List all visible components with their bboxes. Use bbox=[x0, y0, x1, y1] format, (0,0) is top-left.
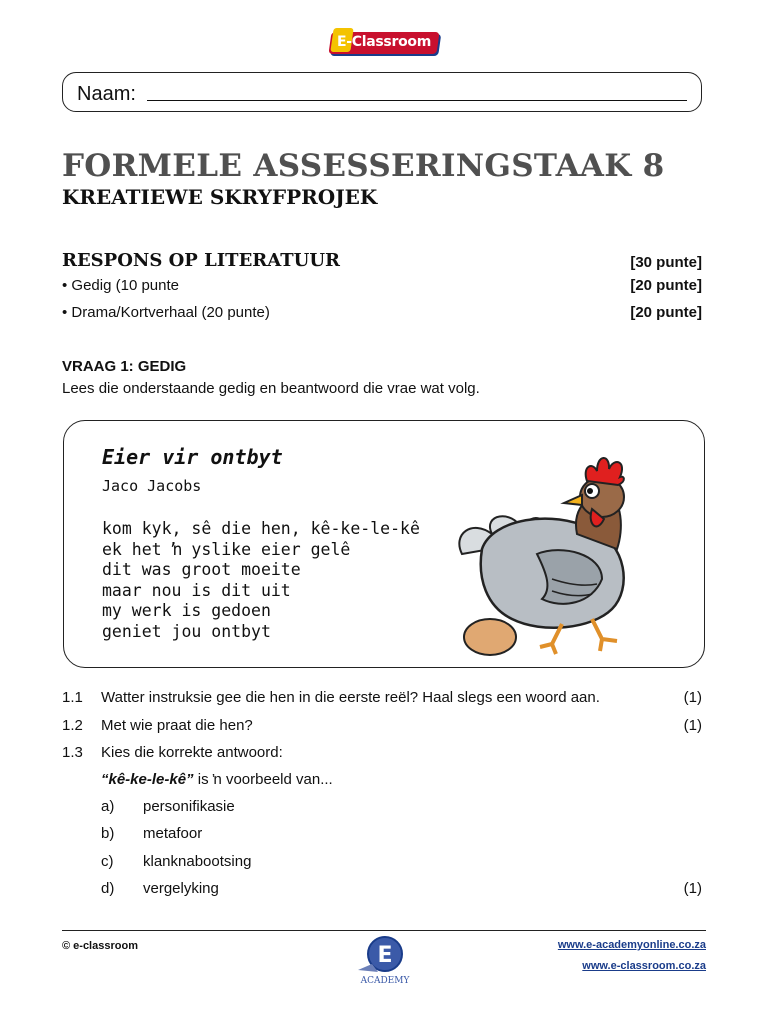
question-row bbox=[62, 689, 702, 711]
footer-divider bbox=[62, 930, 706, 931]
poem-line: dit was groot moeite bbox=[102, 560, 301, 579]
option-letter: b) bbox=[101, 825, 115, 842]
poem-line: my werk is gedoen bbox=[102, 601, 271, 620]
page-subtitle: KREATIEWE SKRYFPROJEK bbox=[62, 185, 378, 209]
bullet-marks: [20 punte] bbox=[630, 304, 702, 321]
name-input-line[interactable] bbox=[147, 100, 687, 101]
hen-illustration bbox=[452, 439, 652, 659]
poem-box bbox=[63, 420, 705, 668]
option-text: klanknabootsing bbox=[143, 853, 252, 870]
e-classroom-logo bbox=[330, 30, 438, 56]
question-marks: (1) bbox=[683, 717, 702, 734]
name-label: Naam: bbox=[77, 83, 136, 105]
poem-author: Jaco Jacobs bbox=[102, 477, 202, 495]
svg-text:E: E bbox=[377, 943, 393, 968]
question-marks: (1) bbox=[683, 689, 702, 706]
section-heading: RESPONS OP LITERATUUR bbox=[62, 250, 340, 271]
section-marks: [30 punte] bbox=[630, 254, 702, 271]
option-letter: a) bbox=[101, 798, 115, 815]
question-prompt bbox=[101, 771, 333, 788]
question-number: 1.3 bbox=[62, 744, 83, 761]
option-letter: c) bbox=[101, 853, 114, 870]
question-intro: Lees die onderstaande gedig en beantwoord die vrae wat volg. bbox=[62, 380, 480, 397]
question-marks: (1) bbox=[683, 880, 702, 897]
bullet-item: • Gedig (10 punte bbox=[62, 277, 179, 294]
option-text: personifikasie bbox=[143, 798, 235, 815]
prompt-text: is ŉ voorbeeld van... bbox=[193, 771, 333, 788]
question-text: Kies die korrekte antwoord: bbox=[101, 744, 283, 761]
option-letter: d) bbox=[101, 880, 115, 897]
question-number: 1.2 bbox=[62, 717, 83, 734]
question-text: Met wie praat die hen? bbox=[101, 717, 253, 734]
logo-text: E-Classroom bbox=[337, 34, 431, 50]
copyright: © e-classroom bbox=[62, 940, 138, 952]
poem-line: geniet jou ontbyt bbox=[102, 621, 271, 641]
classroom-link[interactable]: www.e-classroom.co.za bbox=[582, 960, 706, 972]
poem-line: kom kyk, sê die hen, kê-ke-le-kê bbox=[102, 519, 420, 538]
academy-link[interactable]: www.e-academyonline.co.za bbox=[557, 939, 706, 951]
quote-text: “kê-ke-le-kê” bbox=[101, 771, 194, 788]
poem-lines bbox=[102, 519, 420, 642]
question-row bbox=[62, 744, 702, 766]
question-number: 1.1 bbox=[62, 689, 83, 706]
poem-line: maar nou is dit uit bbox=[102, 580, 291, 600]
academy-logo bbox=[352, 934, 416, 986]
bullet-item: • Drama/Kortverhaal (20 punte) bbox=[62, 304, 270, 321]
poem-title: Eier vir ontbyt bbox=[102, 445, 283, 469]
bullet-marks: [20 punte] bbox=[630, 277, 702, 294]
academy-label: ACADEMY bbox=[360, 976, 410, 986]
option-text: metafoor bbox=[143, 825, 203, 842]
question-row bbox=[62, 717, 702, 739]
poem-line: ek het ŉ yslike eier gelê bbox=[102, 539, 351, 559]
question-text: Watter instruksie gee die hen in die eerste reël? Haal slegs een woord aan. bbox=[101, 689, 600, 706]
question-marks-row bbox=[62, 880, 702, 902]
question-heading: VRAAG 1: GEDIG bbox=[62, 358, 187, 375]
option-text: vergelyking bbox=[143, 880, 219, 897]
name-box bbox=[62, 72, 702, 112]
page-title: FORMELE ASSESSERINGSTAAK 8 bbox=[62, 148, 665, 184]
